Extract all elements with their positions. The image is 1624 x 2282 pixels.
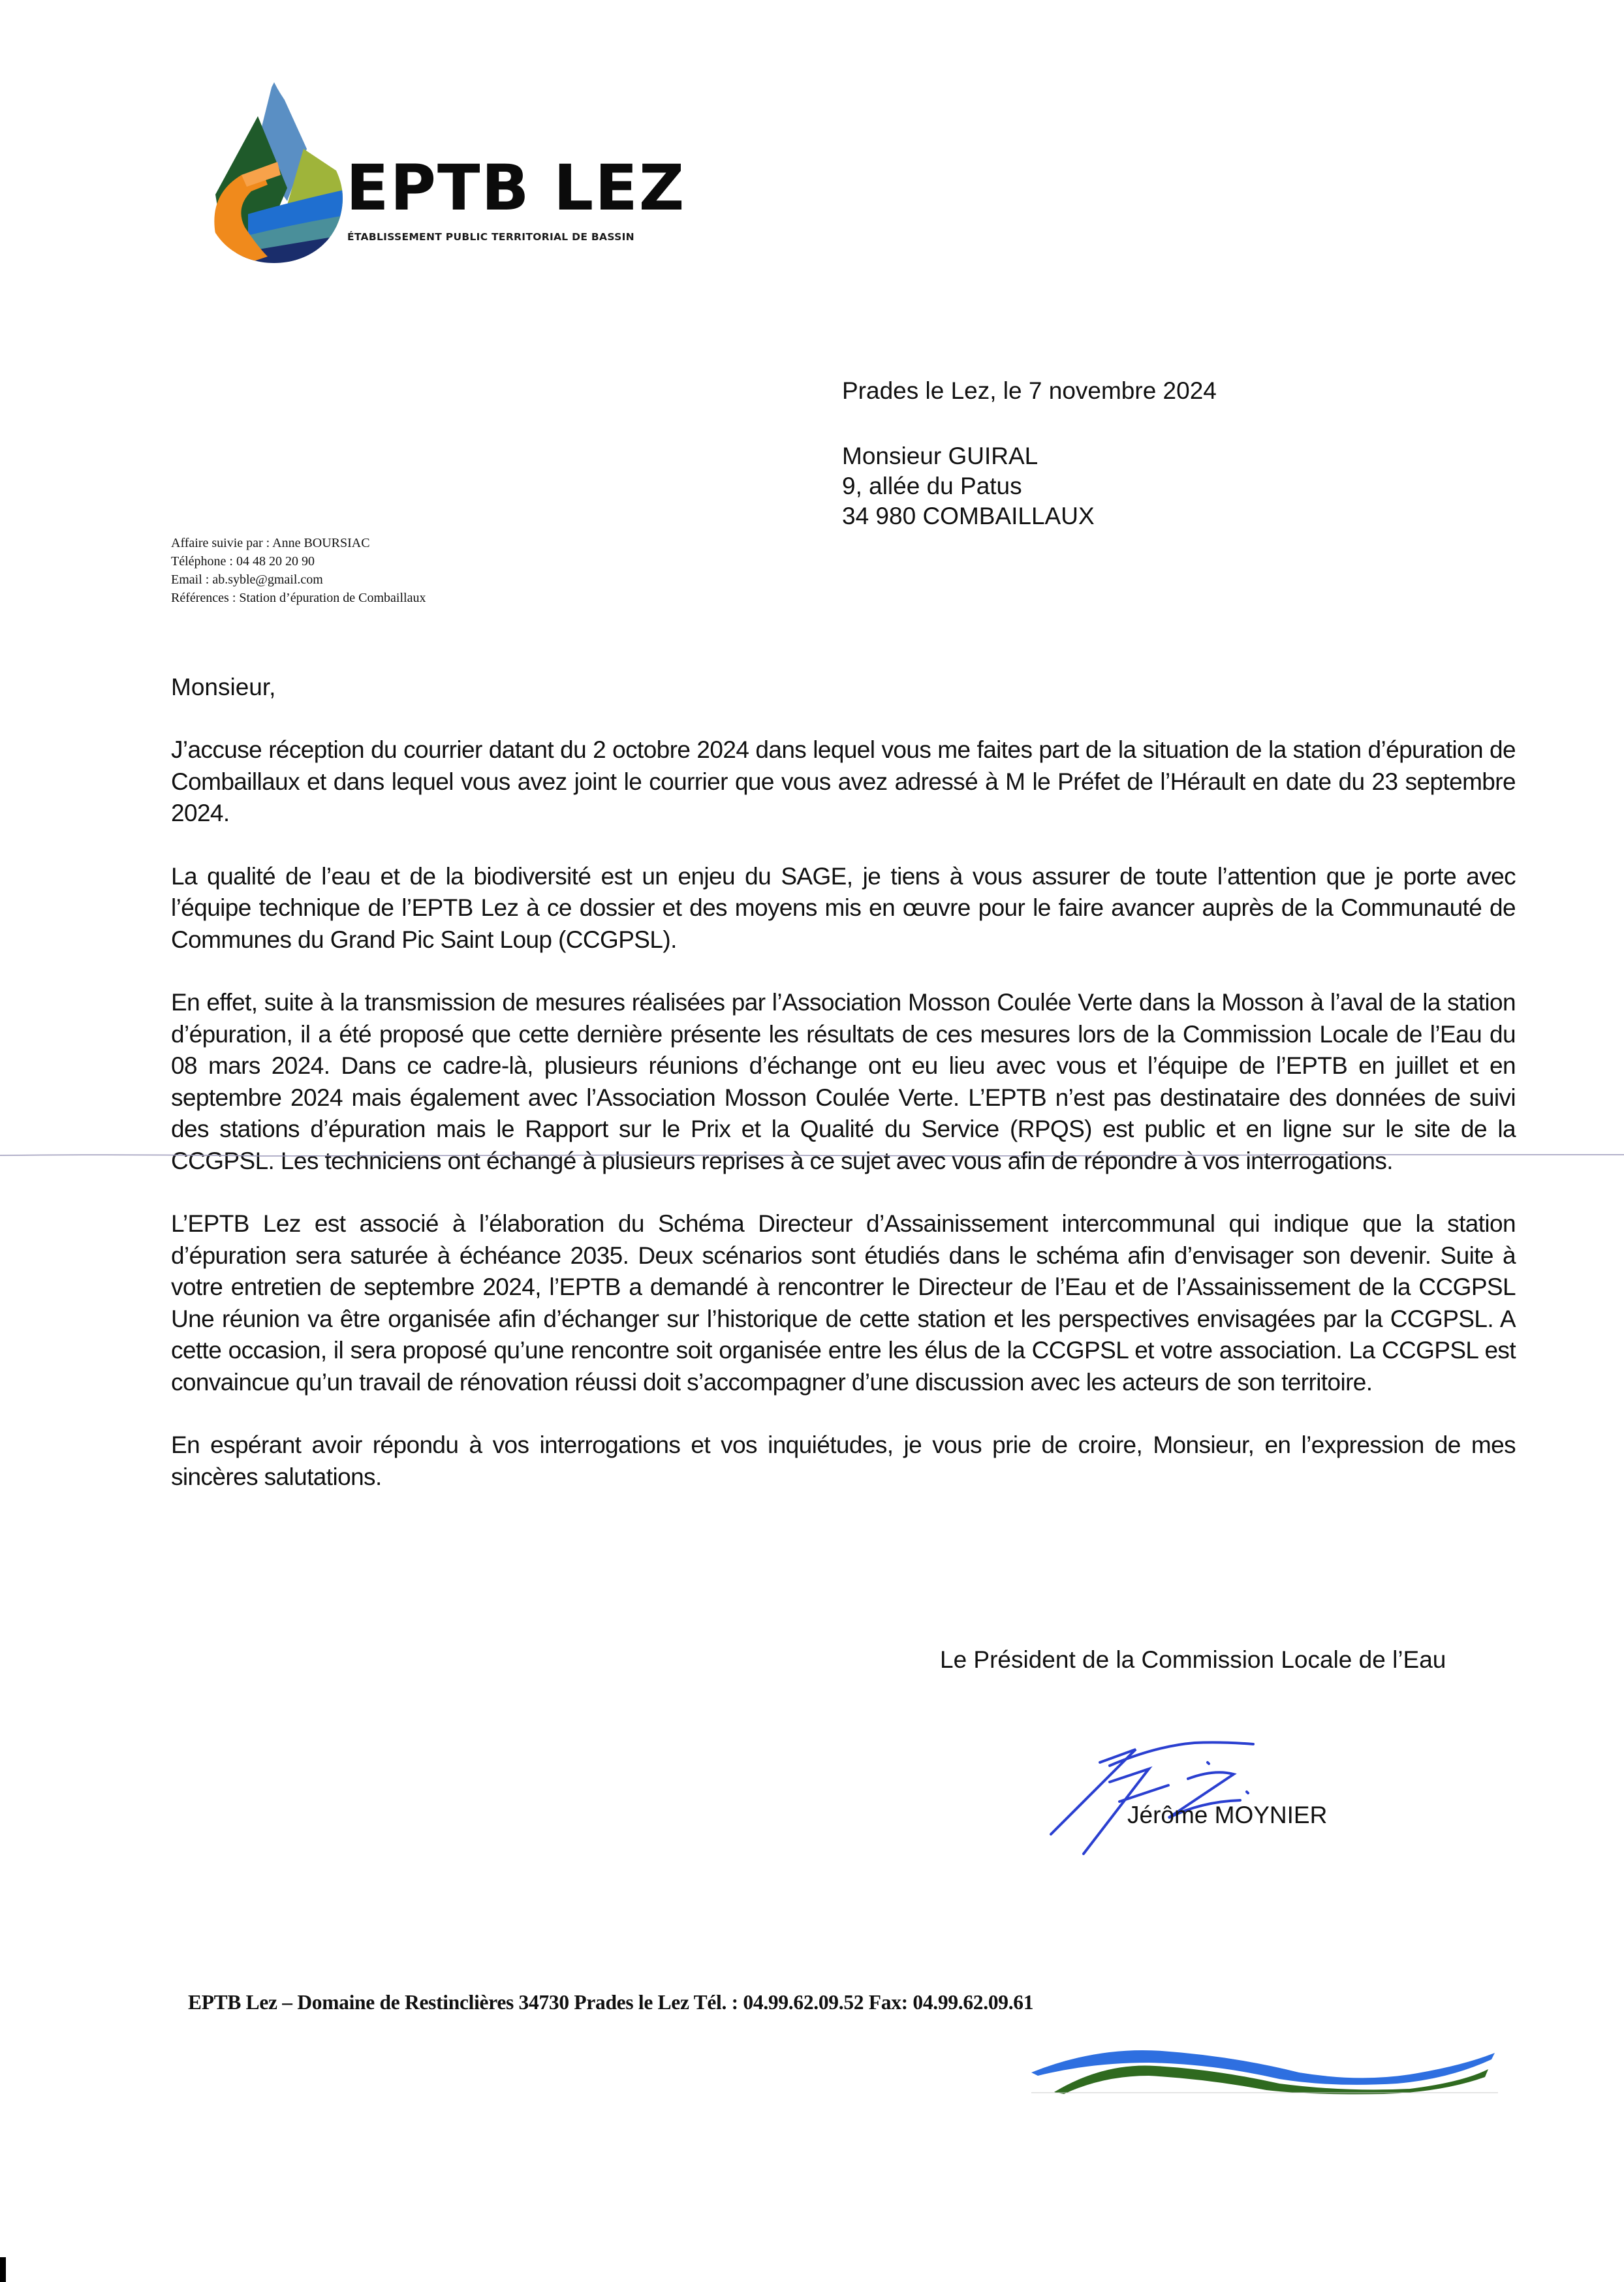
recipient-name: Monsieur GUIRAL — [842, 443, 1038, 469]
case-references: Références : Station d’épuration de Combaillaux — [171, 591, 426, 605]
recipient-city: 34 980 COMBAILLAUX — [842, 503, 1095, 529]
salutation: Monsieur, — [171, 674, 276, 700]
eptb-logo-icon — [196, 77, 352, 266]
paragraph: En effet, suite à la transmission de mesures réalisées par l’Association Mosson Coulée Verte dans la Mosson à l’aval de la station d’épuration, il a été proposé que cette dernière présente les résultats de ces mesures lors de la Commission Locale de l’Eau du 08 mars 2024. Dans ce cadre-là, plusieurs réunions d’échange ont eu lieu avec vous et l’équipe de l’EPTB en juillet et en septembre 2024 mais également avec l’Association Mosson Coulée Verte. L’EPTB n’est pas destinataire des données de suivi des stations d’épuration mais le Rapport sur le Prix et la Qualité du Service (RPQS) est public et en ligne sur le site de la CCGPSL. Les techniciens ont échangé à plusieurs reprises à ce sujet avec vous afin de répondre à vos interrogations. — [171, 989, 1516, 1174]
paragraph: J’accuse réception du courrier datant du 2 octobre 2024 dans lequel vous me faites part de la situation de la station d’épuration de Combaillaux et dans lequel vous avez joint le courrier que vous avez adressé à M le Préfet de l’Hérault en date du 23 septembre 2024. — [171, 736, 1516, 826]
footer-address: EPTB Lez – Domaine de Restinclières 34730 Prades le Lez Tél. : 04.99.62.09.52 Fax: 04.99.62.09.61 — [188, 1991, 1034, 2014]
case-phone: Téléphone : 04 48 20 20 90 — [171, 554, 315, 569]
case-info-block — [171, 534, 426, 607]
brand-subtitle: ÉTABLISSEMENT PUBLIC TERRITORIAL DE BASSIN — [347, 231, 634, 243]
handwritten-signature-icon — [1038, 1730, 1351, 1860]
place-date: Prades le Lez, le 7 novembre 2024 — [842, 377, 1217, 404]
letter-body — [171, 734, 1516, 1524]
scan-edge-mark — [0, 2257, 6, 2282]
paragraph: La qualité de l’eau et de la biodiversité est un enjeu du SAGE, je tiens à vous assurer de toute l’attention que je porte avec l’équipe technique de l’EPTB Lez à ce dossier et des moyens mis en œuvre pour le faire avancer auprès de la Communauté de Communes du Grand Pic Saint Loup (CCGPSL). — [171, 862, 1516, 953]
signatory-name: Jérôme MOYNIER — [1127, 1802, 1328, 1828]
recipient-address — [842, 441, 1095, 531]
signatory-role: Le Président de la Commission Locale de l’Eau — [940, 1646, 1446, 1673]
paper-fold-line — [0, 1149, 1624, 1153]
case-followed-by: Affaire suivie par : Anne BOURSIAC — [171, 536, 370, 550]
case-email: Email : ab.syble@gmail.com — [171, 572, 323, 587]
paragraph: En espérant avoir répondu à vos interrogations et vos inquiétudes, je vous prie de croire, Monsieur, en l’expression de mes sincères salutations. — [171, 1431, 1516, 1490]
recipient-street: 9, allée du Patus — [842, 473, 1022, 499]
paragraph: L’EPTB Lez est associé à l’élaboration du Schéma Directeur d’Assainissement intercommunal qui indique que la station d’épuration sera saturée à échéance 2035. Deux scénarios sont étudiés dans le schéma afin d’envisager son devenir. Suite à votre entretien de septembre 2024, l’EPTB a demandé à rencontrer le Directeur de l’Eau et de l’Assainissement de la CCGPSL Une réunion va être organisée afin d’échanger sur l’historique de cette station et les perspectives envisagées par la CCGPSL. A cette occasion, il sera proposé qu’une rencontre soit organisée entre les élus de la CCGPSL et votre association. La CCGPSL est convaincue qu’un travail de rénovation réussi doit s’accompagner d’une discussion avec les acteurs de son territoire. — [171, 1210, 1516, 1396]
brand-name: EPTB LEZ — [346, 151, 686, 225]
river-wave-icon — [1018, 2043, 1501, 2095]
